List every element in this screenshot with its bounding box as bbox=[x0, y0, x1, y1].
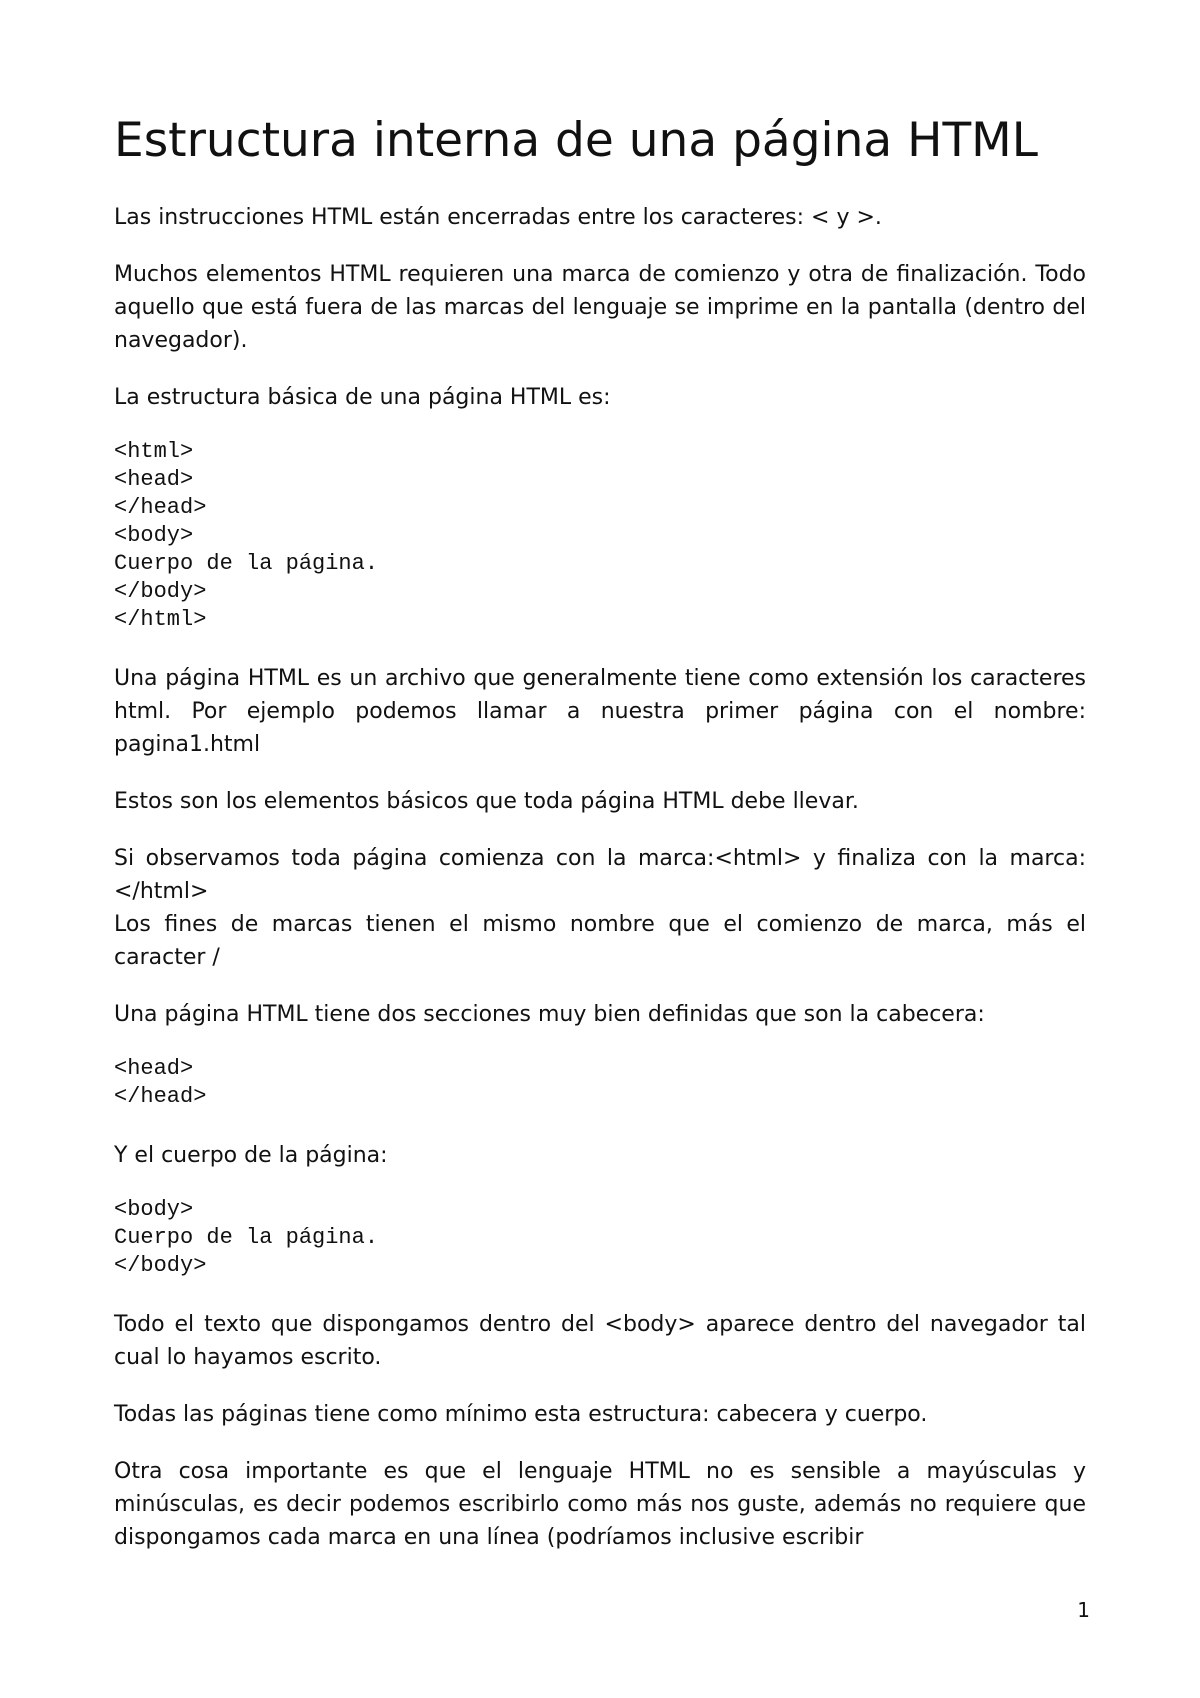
paragraph-start-end-marks: Muchos elementos HTML requieren una marca de comienzo y otra de finalización. Todo aquello que está fuera de las marcas del lenguaje se imprime en la pantalla (dentro del navegador). bbox=[114, 262, 1086, 353]
code-line: </head> bbox=[114, 495, 207, 520]
code-line: <body> bbox=[114, 1197, 194, 1222]
code-line: <head> bbox=[114, 1056, 194, 1081]
text-line: Si observamos toda página comienza con la marca:<html> y finaliza con la marca:</html> bbox=[114, 846, 1086, 904]
paragraph-instructions: Las instrucciones HTML están encerradas entre los caracteres: < y >. bbox=[114, 205, 882, 230]
code-block-basic-structure bbox=[114, 438, 1086, 634]
code-line: <body> bbox=[114, 523, 194, 548]
paragraph-html-marks bbox=[114, 842, 1086, 974]
page-title: Estructura interna de una página HTML bbox=[114, 113, 1038, 168]
code-line: </body> bbox=[114, 1253, 207, 1278]
page-number: 1 bbox=[1077, 1598, 1090, 1622]
code-line: Cuerpo de la página. bbox=[114, 551, 379, 576]
text-line: Los fines de marcas tienen el mismo nombre que el comienzo de marca, más el caracter / bbox=[114, 912, 1086, 970]
code-block-body bbox=[114, 1196, 1086, 1280]
paragraph-body-intro: Y el cuerpo de la página: bbox=[114, 1143, 388, 1168]
paragraph-file-extension: Una página HTML es un archivo que generalmente tiene como extensión los caracteres html. Por ejemplo podemos llamar a nuestra primer página con el nombre: pagina1.html bbox=[114, 666, 1086, 757]
paragraph-minimum-structure: Todas las páginas tiene como mínimo esta estructura: cabecera y cuerpo. bbox=[114, 1402, 928, 1427]
code-block-head bbox=[114, 1055, 1086, 1111]
code-line: Cuerpo de la página. bbox=[114, 1225, 379, 1250]
paragraph-basic-elements: Estos son los elementos básicos que toda página HTML debe llevar. bbox=[114, 789, 859, 814]
code-line: <html> bbox=[114, 439, 194, 464]
paragraph-two-sections: Una página HTML tiene dos secciones muy bien definidas que son la cabecera: bbox=[114, 1002, 985, 1027]
code-line: </head> bbox=[114, 1084, 207, 1109]
paragraph-basic-structure: La estructura básica de una página HTML es: bbox=[114, 385, 611, 410]
code-line: </body> bbox=[114, 579, 207, 604]
paragraph-body-text: Todo el texto que dispongamos dentro del <body> aparece dentro del navegador tal cual lo hayamos escrito. bbox=[114, 1312, 1086, 1370]
paragraph-case-insensitive: Otra cosa importante es que el lenguaje HTML no es sensible a mayúsculas y minúsculas, es decir podemos escribirlo como más nos guste, además no requiere que dispongamos cada marca en una línea (podríamos inclusive escribir bbox=[114, 1459, 1086, 1550]
code-line: </html> bbox=[114, 607, 207, 632]
code-line: <head> bbox=[114, 467, 194, 492]
